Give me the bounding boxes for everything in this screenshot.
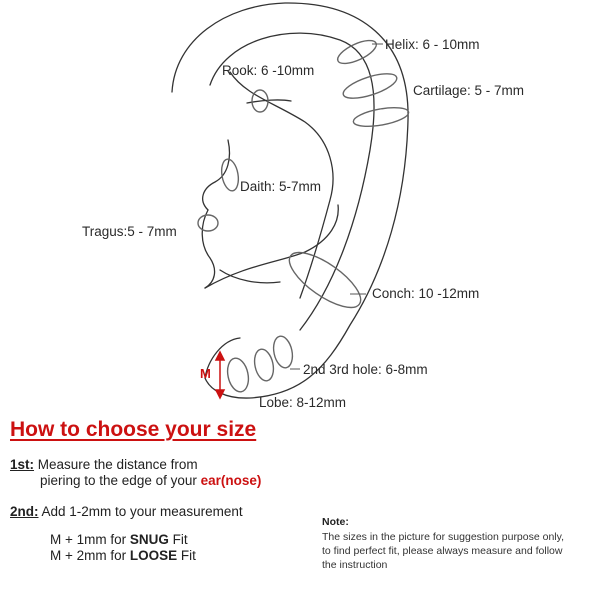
step-1 xyxy=(10,457,261,489)
measure-arrow-up xyxy=(216,352,224,360)
step-1-ear-nose: ear(nose) xyxy=(200,473,262,488)
second-third-hole-label: 2nd 3rd hole: 6-8mm xyxy=(303,362,428,377)
daith-label: Daith: 5-7mm xyxy=(240,179,322,194)
daith-ring xyxy=(219,158,240,192)
ear-tragus xyxy=(202,210,214,288)
cartilage-ring-lower xyxy=(352,104,410,129)
snug-fit-line xyxy=(50,532,188,547)
snug-word: SNUG xyxy=(129,532,169,547)
note-body xyxy=(322,530,597,572)
step-1-line2-prefix: piering to the edge of your xyxy=(40,473,201,488)
helix-label: Helix: 6 - 10mm xyxy=(385,37,480,52)
guide-title: How to choose your size xyxy=(10,418,257,441)
step-2 xyxy=(10,504,243,520)
loose-suffix: Fit xyxy=(177,548,196,563)
step-1-number: 1st: xyxy=(10,457,35,472)
snug-prefix: M + 1mm for xyxy=(50,532,130,547)
ear-concha xyxy=(205,205,338,288)
loose-word: LOOSE xyxy=(129,548,178,563)
conch-ring xyxy=(281,243,368,317)
note-line-3: the instruction xyxy=(322,559,388,571)
snug-suffix: Fit xyxy=(168,532,188,547)
third-hole-ring xyxy=(271,334,295,369)
tragus-label: Tragus:5 - 7mm xyxy=(82,224,177,239)
measure-m-label: M xyxy=(200,366,211,381)
rook-label: Rook: 6 -10mm xyxy=(222,63,315,78)
cartilage-label: Cartilage: 5 - 7mm xyxy=(413,83,525,98)
note-title: Note: xyxy=(322,516,349,528)
lobe-label: Lobe: 8-12mm xyxy=(259,395,347,410)
second-hole-ring xyxy=(252,347,276,382)
tragus-ring xyxy=(198,215,218,231)
step-2-text: Add 1-2mm to your measurement xyxy=(38,504,243,519)
note-line-2: to find perfect fit, please always measure and follow xyxy=(322,545,563,557)
step-2-number: 2nd: xyxy=(10,504,39,519)
note-line-1: The sizes in the picture for suggestion purpose only, xyxy=(322,531,565,543)
ear-daith-curve xyxy=(203,140,230,210)
loose-prefix: M + 2mm for xyxy=(50,548,130,563)
conch-label: Conch: 10 -12mm xyxy=(372,286,480,301)
measure-arrow-down xyxy=(216,390,224,398)
loose-fit-line xyxy=(50,548,196,563)
lobe-ring xyxy=(225,356,252,393)
step-1-line1: Measure the distance from xyxy=(34,457,198,472)
